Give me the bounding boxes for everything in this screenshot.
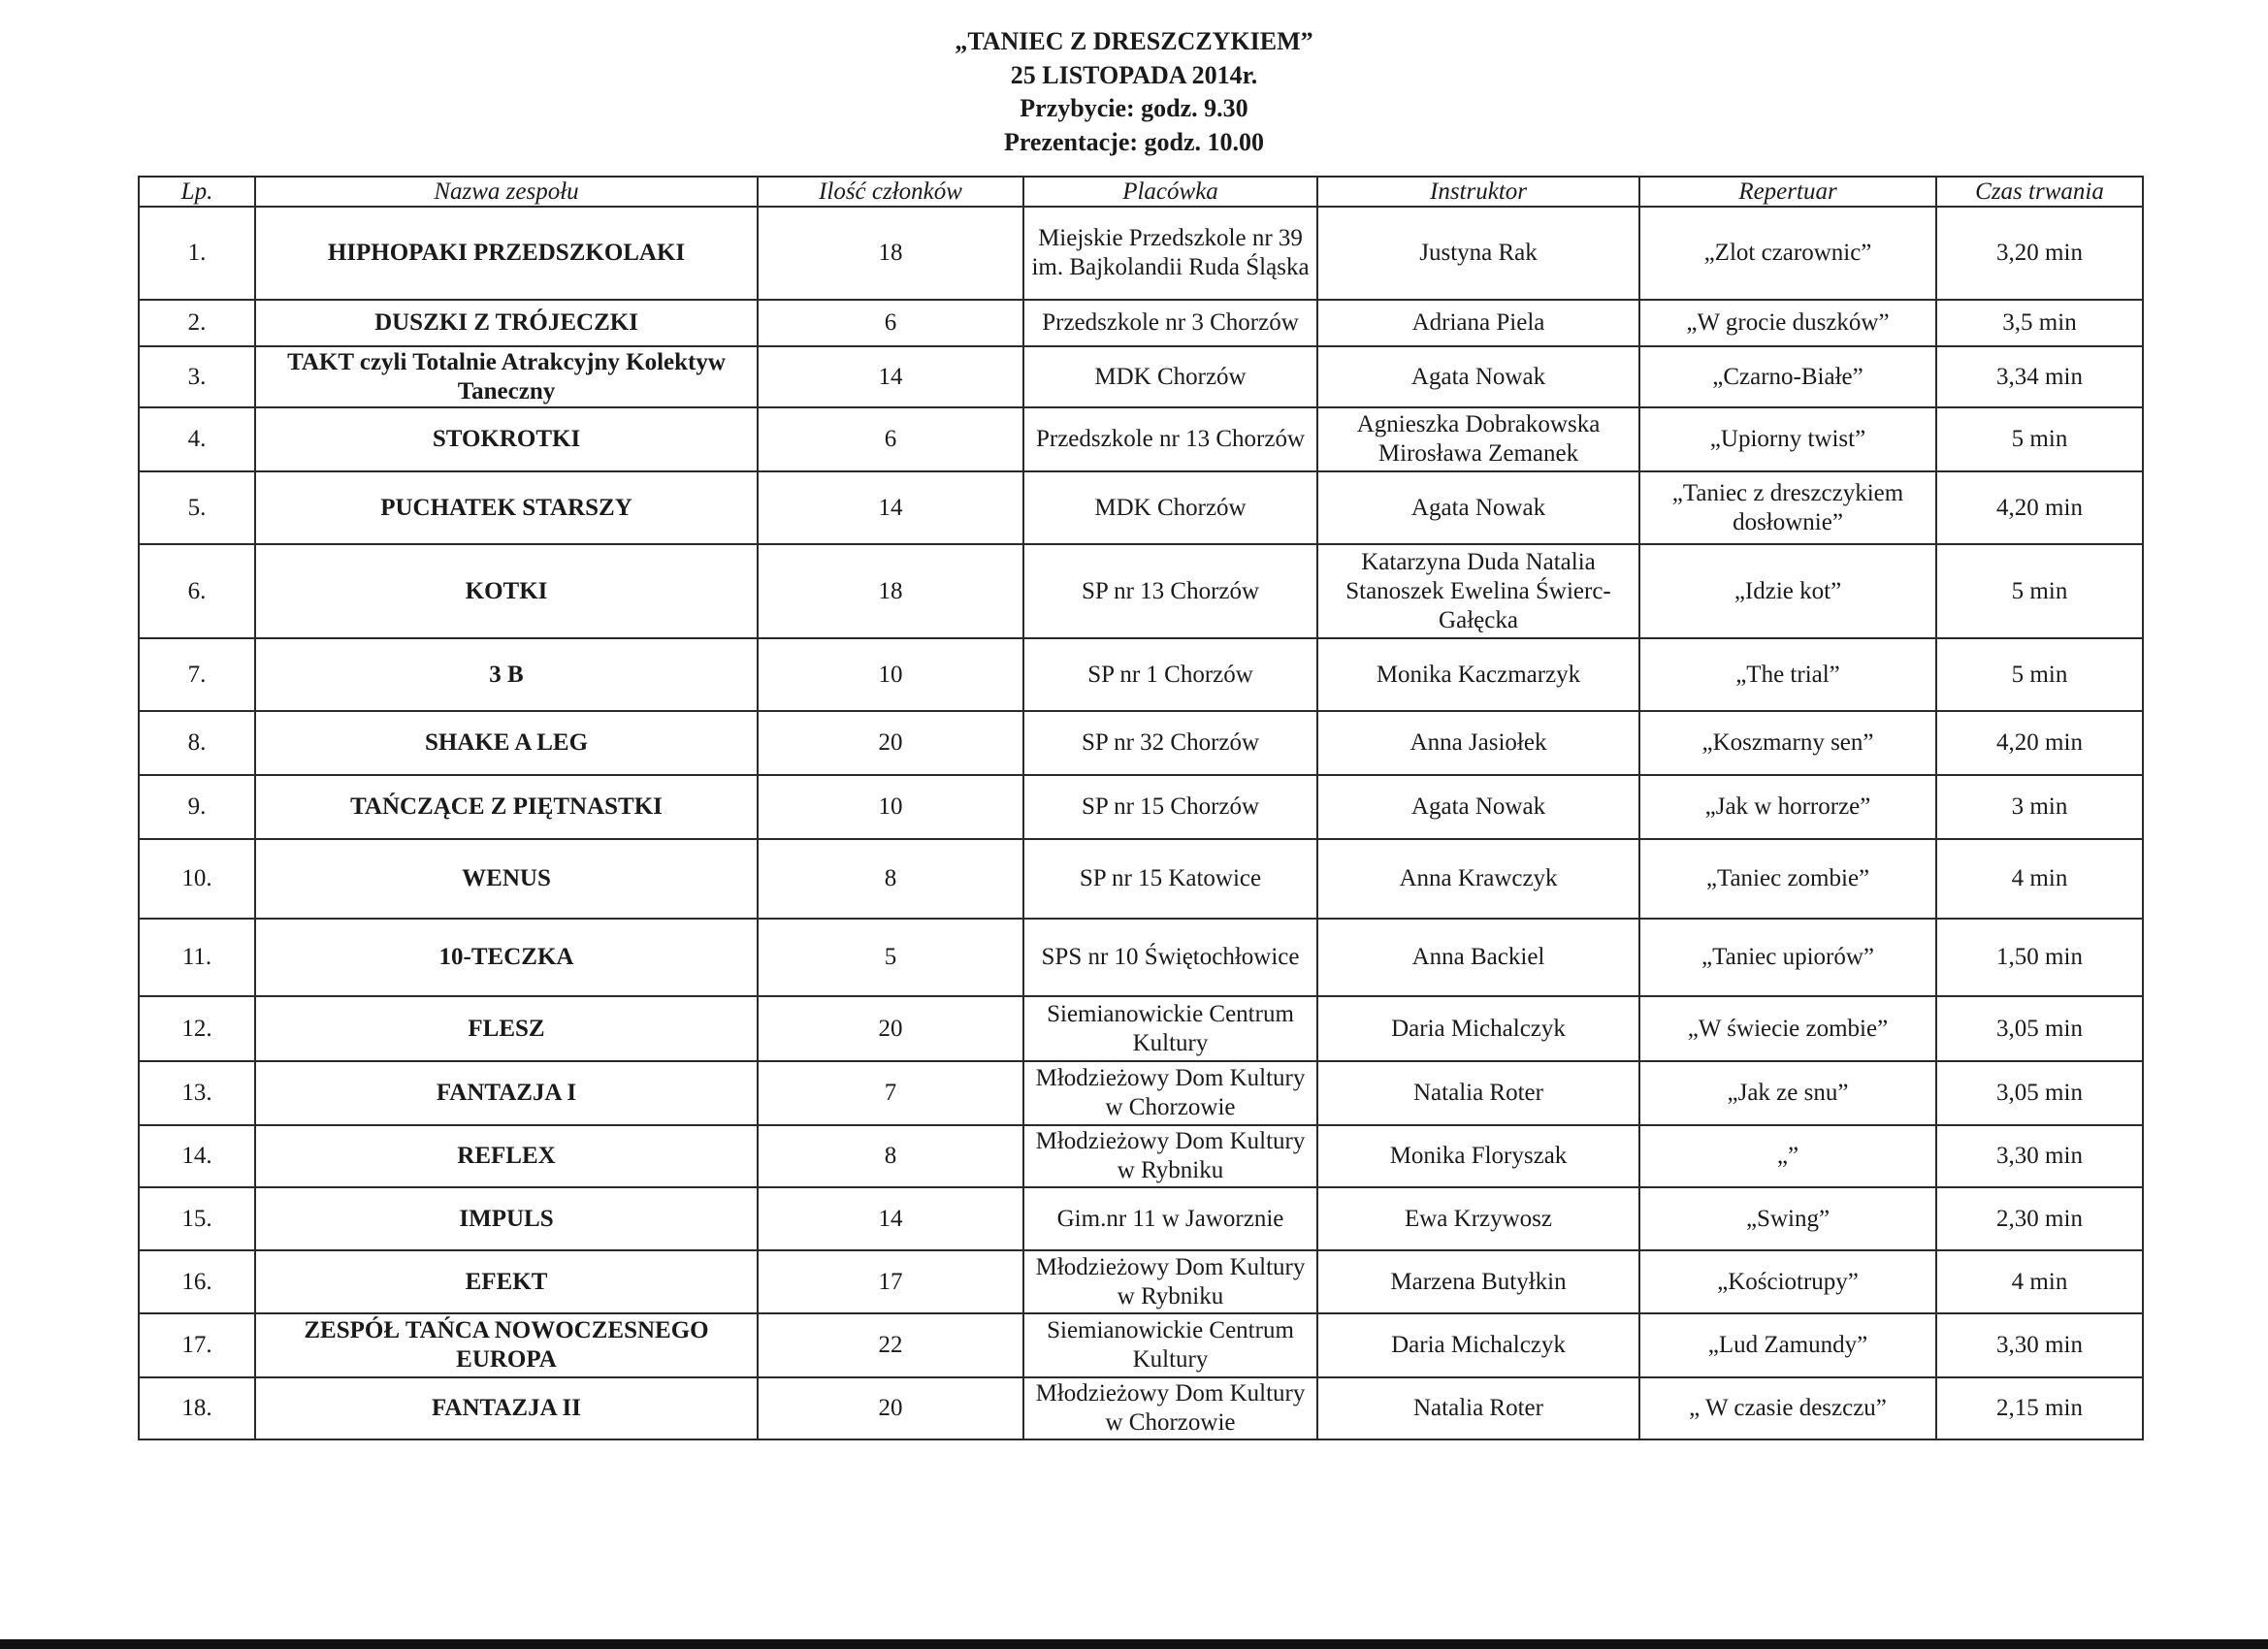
arrival-time: Przybycie: godz. 9.30: [1020, 94, 1248, 122]
repertoire-cell: „ W czasie deszczu”: [1639, 1377, 1936, 1439]
event-title: „TANIEC Z DRESZCZYKIEM”: [955, 27, 1313, 55]
table-row: [139, 638, 2143, 711]
table-row: [139, 775, 2143, 839]
row-number-cell: 15.: [139, 1187, 255, 1250]
repertoire-cell: „Taniec upiorów”: [1639, 919, 1936, 996]
duration-cell: 3,30 min: [1936, 1313, 2143, 1377]
team-name-cell: FLESZ: [255, 996, 758, 1061]
team-name-cell: TAKT czyli Totalnie Atrakcyjny Kolektyw Taneczny: [255, 346, 758, 407]
table-row: [139, 407, 2143, 471]
table-row: [139, 544, 2143, 638]
repertoire-cell: „”: [1639, 1125, 1936, 1187]
row-number-cell: 5.: [139, 471, 255, 544]
instructor-cell: Daria Michalczyk: [1317, 996, 1639, 1061]
member-count-cell: 20: [758, 996, 1023, 1061]
column-header-venue: Placówka: [1023, 177, 1317, 207]
member-count-cell: 6: [758, 407, 1023, 471]
venue-cell: Siemianowickie Centrum Kultury: [1023, 996, 1317, 1061]
row-number-cell: 13.: [139, 1061, 255, 1125]
row-number-cell: 2.: [139, 300, 255, 346]
table-row: [139, 919, 2143, 996]
team-name-cell: FANTAZJA II: [255, 1377, 758, 1439]
instructor-cell: Agata Nowak: [1317, 346, 1639, 407]
venue-cell: SP nr 15 Katowice: [1023, 839, 1317, 919]
repertoire-cell: „Jak ze snu”: [1639, 1061, 1936, 1125]
presentation-time: Prezentacje: godz. 10.00: [1003, 127, 1265, 156]
table-row: [139, 207, 2143, 300]
instructor-cell: Agnieszka Dobrakowska Mirosława Zemanek: [1317, 407, 1639, 471]
team-name-cell: TAŃCZĄCE Z PIĘTNASTKI: [255, 775, 758, 839]
member-count-cell: 7: [758, 1061, 1023, 1125]
member-count-cell: 8: [758, 1125, 1023, 1187]
instructor-cell: Anna Jasiołek: [1317, 711, 1639, 775]
table-row: [139, 711, 2143, 775]
table-row: [139, 1125, 2143, 1187]
repertoire-cell: „W grocie duszków”: [1639, 300, 1936, 346]
team-name-cell: REFLEX: [255, 1125, 758, 1187]
instructor-cell: Agata Nowak: [1317, 775, 1639, 839]
team-name-cell: EFEKT: [255, 1250, 758, 1313]
team-name-cell: WENUS: [255, 839, 758, 919]
duration-cell: 3,05 min: [1936, 1061, 2143, 1125]
team-name-cell: IMPULS: [255, 1187, 758, 1250]
duration-cell: 3,20 min: [1936, 207, 2143, 300]
event-date: 25 LISTOPADA 2014r.: [1010, 60, 1258, 89]
instructor-cell: Agata Nowak: [1317, 471, 1639, 544]
team-name-cell: FANTAZJA I: [255, 1061, 758, 1125]
table-row: [139, 1377, 2143, 1439]
member-count-cell: 14: [758, 471, 1023, 544]
venue-cell: Siemianowickie Centrum Kultury: [1023, 1313, 1317, 1377]
instructor-cell: Monika Kaczmarzyk: [1317, 638, 1639, 711]
member-count-cell: 10: [758, 775, 1023, 839]
row-number-cell: 18.: [139, 1377, 255, 1439]
member-count-cell: 18: [758, 207, 1023, 300]
row-number-cell: 9.: [139, 775, 255, 839]
row-number-cell: 16.: [139, 1250, 255, 1313]
instructor-cell: Marzena Butyłkin: [1317, 1250, 1639, 1313]
table-row: [139, 996, 2143, 1061]
duration-cell: 3,5 min: [1936, 300, 2143, 346]
duration-cell: 3,05 min: [1936, 996, 2143, 1061]
duration-cell: 5 min: [1936, 544, 2143, 638]
venue-cell: Przedszkole nr 13 Chorzów: [1023, 407, 1317, 471]
document-header: [0, 25, 2268, 159]
repertoire-cell: „Kościotrupy”: [1639, 1250, 1936, 1313]
repertoire-cell: „Swing”: [1639, 1187, 1936, 1250]
repertoire-cell: „Zlot czarownic”: [1639, 207, 1936, 300]
member-count-cell: 14: [758, 1187, 1023, 1250]
venue-cell: Gim.nr 11 w Jaworznie: [1023, 1187, 1317, 1250]
duration-cell: 4,20 min: [1936, 471, 2143, 544]
table-row: [139, 1313, 2143, 1377]
duration-cell: 3,34 min: [1936, 346, 2143, 407]
instructor-cell: Anna Krawczyk: [1317, 839, 1639, 919]
row-number-cell: 11.: [139, 919, 255, 996]
team-name-cell: 3 B: [255, 638, 758, 711]
venue-cell: SPS nr 10 Świętochłowice: [1023, 919, 1317, 996]
row-number-cell: 7.: [139, 638, 255, 711]
member-count-cell: 8: [758, 839, 1023, 919]
venue-cell: Młodzieżowy Dom Kultury w Chorzowie: [1023, 1061, 1317, 1125]
instructor-cell: Anna Backiel: [1317, 919, 1639, 996]
venue-cell: SP nr 1 Chorzów: [1023, 638, 1317, 711]
row-number-cell: 17.: [139, 1313, 255, 1377]
repertoire-cell: „Taniec z dreszczykiem dosłownie”: [1639, 471, 1936, 544]
duration-cell: 4,20 min: [1936, 711, 2143, 775]
schedule-table: [138, 176, 2144, 1440]
member-count-cell: 22: [758, 1313, 1023, 1377]
repertoire-cell: „Koszmarny sen”: [1639, 711, 1936, 775]
repertoire-cell: „Jak w horrorze”: [1639, 775, 1936, 839]
row-number-cell: 3.: [139, 346, 255, 407]
team-name-cell: HIPHOPAKI PRZEDSZKOLAKI: [255, 207, 758, 300]
instructor-cell: Monika Floryszak: [1317, 1125, 1639, 1187]
team-name-cell: KOTKI: [255, 544, 758, 638]
venue-cell: Przedszkole nr 3 Chorzów: [1023, 300, 1317, 346]
repertoire-cell: „Upiorny twist”: [1639, 407, 1936, 471]
repertoire-cell: „Czarno-Białe”: [1639, 346, 1936, 407]
table-row: [139, 1187, 2143, 1250]
member-count-cell: 14: [758, 346, 1023, 407]
duration-cell: 4 min: [1936, 839, 2143, 919]
instructor-cell: Daria Michalczyk: [1317, 1313, 1639, 1377]
table-row: [139, 300, 2143, 346]
row-number-cell: 4.: [139, 407, 255, 471]
duration-cell: 4 min: [1936, 1250, 2143, 1313]
duration-cell: 2,15 min: [1936, 1377, 2143, 1439]
instructor-cell: Justyna Rak: [1317, 207, 1639, 300]
venue-cell: SP nr 15 Chorzów: [1023, 775, 1317, 839]
column-header-repertoire: Repertuar: [1639, 177, 1936, 207]
member-count-cell: 10: [758, 638, 1023, 711]
table-row: [139, 1061, 2143, 1125]
venue-cell: SP nr 32 Chorzów: [1023, 711, 1317, 775]
table-header-row: [139, 177, 2143, 207]
team-name-cell: SHAKE A LEG: [255, 711, 758, 775]
member-count-cell: 17: [758, 1250, 1023, 1313]
duration-cell: 2,30 min: [1936, 1187, 2143, 1250]
duration-cell: 3,30 min: [1936, 1125, 2143, 1187]
row-number-cell: 12.: [139, 996, 255, 1061]
table-row: [139, 839, 2143, 919]
team-name-cell: 10-TECZKA: [255, 919, 758, 996]
repertoire-cell: „Taniec zombie”: [1639, 839, 1936, 919]
venue-cell: MDK Chorzów: [1023, 346, 1317, 407]
duration-cell: 3 min: [1936, 775, 2143, 839]
table-row: [139, 471, 2143, 544]
column-header-instructor: Instruktor: [1317, 177, 1639, 207]
column-header-duration: Czas trwania: [1936, 177, 2143, 207]
member-count-cell: 5: [758, 919, 1023, 996]
member-count-cell: 6: [758, 300, 1023, 346]
instructor-cell: Ewa Krzywosz: [1317, 1187, 1639, 1250]
venue-cell: Miejskie Przedszkole nr 39 im. Bajkolandii Ruda Śląska: [1023, 207, 1317, 300]
repertoire-cell: „Lud Zamundy”: [1639, 1313, 1936, 1377]
member-count-cell: 20: [758, 711, 1023, 775]
instructor-cell: Natalia Roter: [1317, 1377, 1639, 1439]
table-row: [139, 1250, 2143, 1313]
row-number-cell: 6.: [139, 544, 255, 638]
repertoire-cell: „The trial”: [1639, 638, 1936, 711]
column-header-members: Ilość członków: [758, 177, 1023, 207]
team-name-cell: DUSZKI Z TRÓJECZKI: [255, 300, 758, 346]
duration-cell: 5 min: [1936, 407, 2143, 471]
row-number-cell: 1.: [139, 207, 255, 300]
venue-cell: Młodzieżowy Dom Kultury w Chorzowie: [1023, 1377, 1317, 1439]
row-number-cell: 8.: [139, 711, 255, 775]
instructor-cell: Adriana Piela: [1317, 300, 1639, 346]
column-header-team-name: Nazwa zespołu: [255, 177, 758, 207]
repertoire-cell: „Idzie kot”: [1639, 544, 1936, 638]
column-header-lp: Lp.: [139, 177, 255, 207]
venue-cell: MDK Chorzów: [1023, 471, 1317, 544]
repertoire-cell: „W świecie zombie”: [1639, 996, 1936, 1061]
team-name-cell: PUCHATEK STARSZY: [255, 471, 758, 544]
venue-cell: Młodzieżowy Dom Kultury w Rybniku: [1023, 1250, 1317, 1313]
venue-cell: SP nr 13 Chorzów: [1023, 544, 1317, 638]
team-name-cell: ZESPÓŁ TAŃCA NOWOCZESNEGO EUROPA: [255, 1313, 758, 1377]
table-row: [139, 346, 2143, 407]
row-number-cell: 14.: [139, 1125, 255, 1187]
scan-edge: [0, 1639, 2268, 1649]
duration-cell: 1,50 min: [1936, 919, 2143, 996]
venue-cell: Młodzieżowy Dom Kultury w Rybniku: [1023, 1125, 1317, 1187]
duration-cell: 5 min: [1936, 638, 2143, 711]
row-number-cell: 10.: [139, 839, 255, 919]
instructor-cell: Natalia Roter: [1317, 1061, 1639, 1125]
member-count-cell: 18: [758, 544, 1023, 638]
member-count-cell: 20: [758, 1377, 1023, 1439]
instructor-cell: Katarzyna Duda Natalia Stanoszek Ewelina Świerc-Gałęcka: [1317, 544, 1639, 638]
team-name-cell: STOKROTKI: [255, 407, 758, 471]
